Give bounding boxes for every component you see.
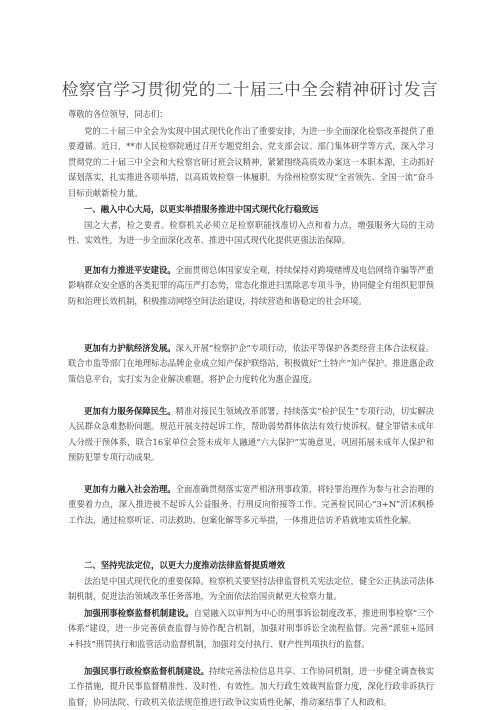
section2-item-2-text: 持续完善法检信息共享、工作协同机制，进一步健全调查核实工作措施，提升民事监督精准性、及时性、有效性。加大行政生效裁判监督力度，深化行政非诉执行监督，协同法院、行政机关依法规范推进行政争议实质性化解，推动案结事了人和政和。 [68,666,434,707]
salutation: 尊敬的各位领导，同志们： [68,109,168,119]
section1-item-2 [68,341,434,387]
intro-paragraph: 党的二十届三中全会为实现中国式现代化作出了重要安排，为进一步全面深化检察改革提供了重要遵循。近日，**市人民检察院通过召开专题党组会、党支部会议、部门集体研学等方式，深入学习贯彻党的二十届三中全会和大检察官研讨班会议精神，紧紧围绕高质效办案这一本职本源，主动抓好谋划落实，扎实推进各项举措，以高质效检察一体履职，为徐州检察实现“全省领先、全国一流”奋斗目标贡献新检力量。 [68,126,434,198]
section1-item-1 [68,263,434,309]
section2-intro: 法治是中国式现代化的重要保障。检察机关要坚持法律监督机关宪法定位，健全公正执法司法体制机制，促进法治领域改革任务落地，为全面依法治国贡献更大检察力量。 [68,576,434,602]
section1-heading: 一、融入中心大局，以更实举措服务推进中国式现代化行稳致远 [84,204,319,214]
section1-item-1-lead: 更加有力推进平安建设。 [84,265,176,275]
document-title: 检察官学习贯彻党的二十届三中全会精神研讨发言 [61,80,439,99]
section1-item-3 [68,404,434,466]
section2-item-2 [68,664,434,710]
section2-item-1-text: 自觉融入以审判为中心的刑事诉讼制度改革，推进刑事检察“三个体系”建设，进一步完善侦查监督与协作配合机制，加强对刑事诉讼全流程监督。完善“派驻+巡回+科技”刑罚执行和监管活动监督机制，加强对交付执行、财产性判项执行的监督。 [68,608,434,649]
section1-item-4-text: 全面准确贯彻落实宽严相济刑事政策，将轻罪治理作为参与社会治理的重要着力点，深入推进被不起诉人公益服务、行刑反向衔接等工作。完善检民同心“3+N”沂沭枫桥工作法，通过检察听证、司法救助、包案化解等多元举措，一体推进信访矛盾就地实质性化解。 [68,484,434,525]
section2-item-2-lead: 加强民事行政检察监督机制建设。 [84,666,210,676]
section2-heading: 二、坚持宪法定位，以更大力度推动法律监督提质增效 [84,560,285,570]
section1-intro: 国之大者，检之要者。检察机关必须立足检察职能找准切入点和着力点，增强服务大局的主动性、实效性，为进一步全面深化改革、推进中国式现代化提供更强法治保障。 [68,220,434,246]
section1-item-1-text: 全面贯彻总体国家安全观，持续保持对跨境赌博及电信网络诈骗等严重影响群众安全感的各类犯罪的高压严打态势，常态化推进扫黑除恶专项斗争，协同健全有组织犯罪预防和治理长效机制，积极推动网络空间法治建设，持续营造和谐稳定的社会环境。 [68,265,434,306]
section1-item-3-lead: 更加有力服务保障民生。 [84,406,176,416]
section1-item-2-text: 深入开展“检察护企”专项行动，依法平等保护各类经营主体合法权益。联合市监等部门在地理标志品牌企业成立知产保护联络站，积极做好“土特产”知产保护。推进惠企政策信息平台，实打实为企业解决难题，将护企力度转化为惠企温度。 [68,343,434,384]
section2-item-1-lead: 加强刑事检察监督机制建设。 [84,608,194,618]
section1-item-4 [68,482,434,528]
section1-item-4-lead: 更加有力融入社会治理。 [84,484,176,494]
section1-item-3-text: 精准对接民生领域改革部署，持续落实“检护民生”专项行动，切实解决人民群众急难愁盼问题。规范开展支持起诉工作，帮助弱势群体依法有效行使诉权。健全罪错未成年人分级干预体系，联合16家单位会签未成年人融通“六大保护”实施意见，巩固拓展未成年人保护和预防犯罪专项行动成果。 [68,406,434,463]
section2-item-1 [68,606,434,652]
section1-item-2-lead: 更加有力护航经济发展。 [84,343,176,353]
